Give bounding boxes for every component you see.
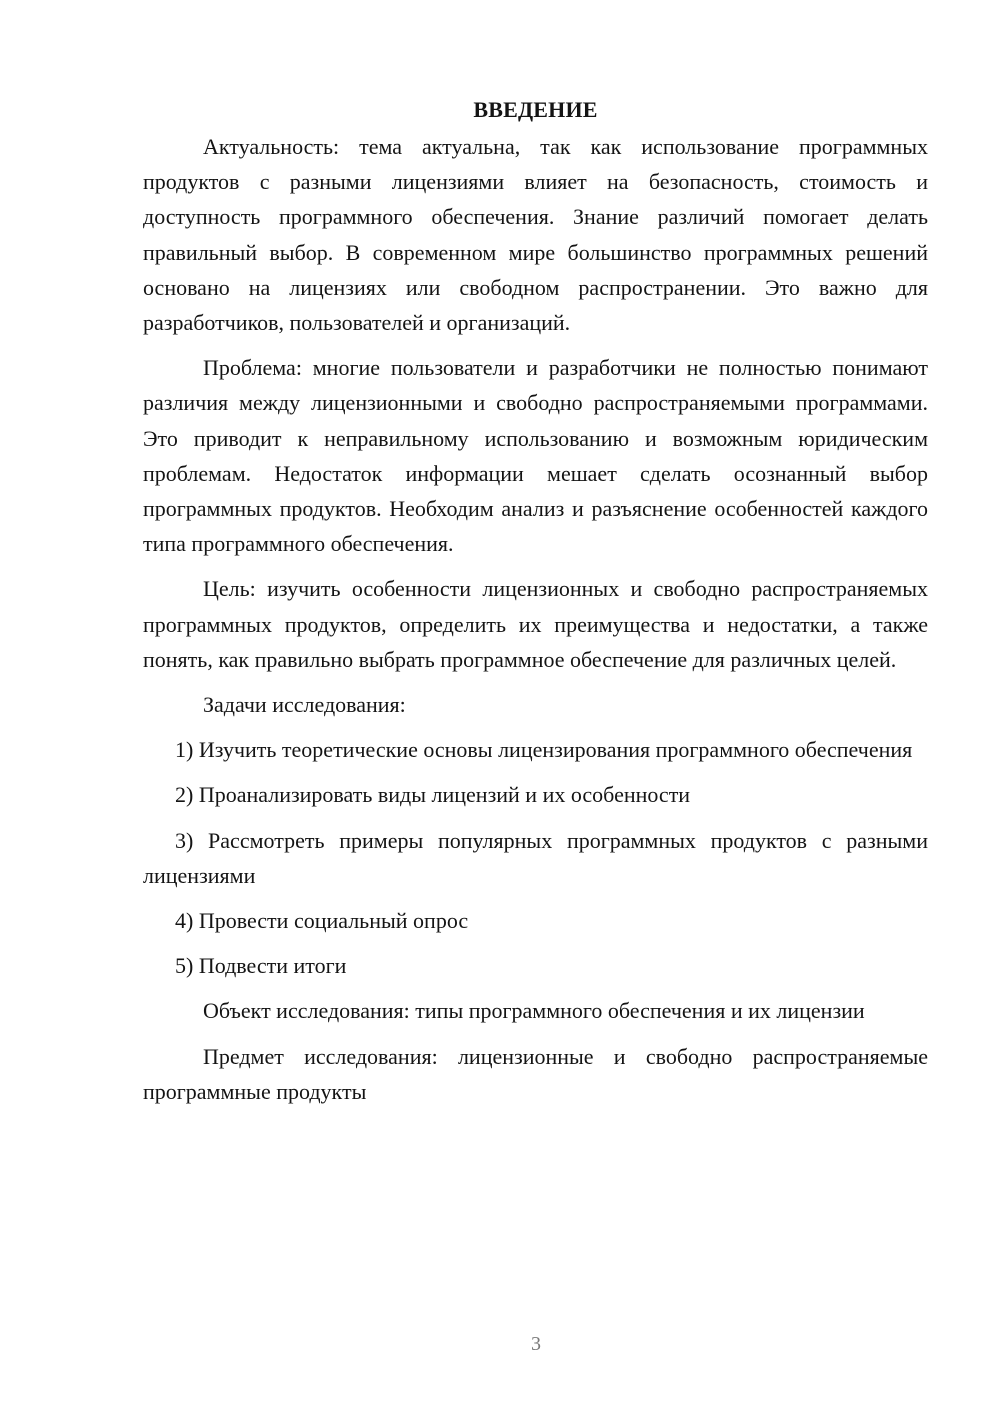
paragraph-subject: Предмет исследования: лицензионные и свободно распространяемые программные продукты (143, 1043, 928, 1104)
paragraph-relevance: Актуальность: тема актуальна, так как использование программных продуктов с разными лицензиями влияет на безопасность, стоимость и доступность программного обеспечения. Знание различий помогает делать правильный выбор. В современном мире большинство программных решений основано на лицензиях или свободном распространении. Это важно для разработчиков, пользователей и организаций. (143, 134, 928, 336)
page-number: 3 (531, 1333, 541, 1355)
task-item-2: 2) Проанализировать виды лицензий и их особенности (175, 782, 691, 808)
task-item-5: 5) Подвести итоги (175, 953, 347, 979)
paragraph-problem: Проблема: многие пользователи и разработчики не полностью понимают различия между лицензионными и свободно распространяемыми программами. Это приводит к неправильному использованию и возможным юридическим проблемам. Недостаток информации мешает сделать осознанный выбор программных продуктов. Необходим анализ и разъяснение особенностей каждого типа программного обеспечения. (143, 355, 928, 557)
paragraph-tasks-heading: Задачи исследования: (203, 692, 406, 718)
task-item-4: 4) Провести социальный опрос (175, 908, 469, 934)
task-item-1: 1) Изучить теоретические основы лицензирования программного обеспечения (175, 737, 913, 763)
section-title: ВВЕДЕНИЕ (473, 97, 598, 122)
task-item-3: 3) Рассмотреть примеры популярных программных продуктов с разными лицензиями (143, 827, 928, 888)
paragraph-goal: Цель: изучить особенности лицензионных и свободно распространяемых программных продуктов, определить их преимущества и недостатки, а также понять, как правильно выбрать программное обеспечение для различных целей. (143, 576, 928, 672)
document-page (143, 92, 928, 1119)
paragraph-object: Объект исследования: типы программного обеспечения и их лицензии (203, 998, 865, 1024)
